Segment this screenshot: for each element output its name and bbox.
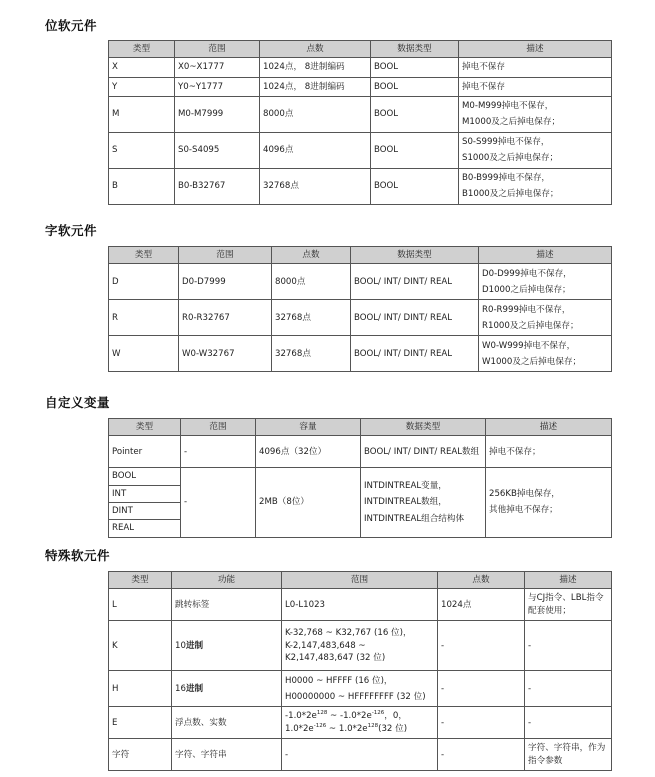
- cell-count: -: [438, 621, 525, 671]
- bit-device-table: [108, 40, 612, 205]
- desc-line: B1000及之后掉电保存；: [462, 189, 559, 200]
- custom-section-title: 自定义变量: [45, 395, 111, 410]
- cell-range: [282, 621, 438, 671]
- table-row: [109, 336, 612, 372]
- cell-count: -: [438, 739, 525, 771]
- cell-desc: [459, 168, 612, 204]
- cell-func: [172, 621, 282, 671]
- header-dtype: 数据类型: [361, 419, 486, 436]
- exponent: -126: [313, 722, 327, 729]
- cell-range: Y0~Y1777: [175, 77, 260, 96]
- table-row: [109, 621, 612, 671]
- word-device-table: [108, 246, 612, 372]
- cell-range: -: [181, 468, 256, 537]
- desc-line: D1000之后掉电保存；: [482, 284, 571, 295]
- cell-func: 浮点数、实数: [172, 707, 282, 739]
- cell-range: -: [181, 436, 256, 468]
- cell-count: 1024点， 8进制编码: [260, 77, 371, 96]
- header-range: 范围: [282, 572, 438, 589]
- header-count: 点数: [272, 247, 351, 264]
- table-header-row: [109, 247, 612, 264]
- header-dtype: 数据类型: [371, 41, 459, 58]
- range-part: ，0，1.0*2e: [285, 711, 407, 734]
- cell-capacity: 4096点（32位）: [256, 436, 361, 468]
- desc-line: R1000及之后掉电保存；: [482, 320, 579, 331]
- cell-dtype: BOOL/ INT/ DINT/ REAL: [351, 336, 479, 372]
- table-row: [109, 468, 612, 485]
- cell-dtype: BOOL/ INT/ DINT/ REAL: [351, 264, 479, 300]
- range-line: K-2,147,483,648 ~ K2,147,483,647 (32 位): [285, 640, 386, 664]
- desc-line: W0-W999掉电不保存，: [482, 340, 576, 351]
- dtype-line: INTDINTREAL变量，: [364, 480, 447, 491]
- special-section-title: 特殊软元件: [45, 548, 111, 563]
- cell-type: DINT: [109, 502, 181, 519]
- cell-func: 字符、字符串: [172, 739, 282, 771]
- table-header-row: [109, 41, 612, 58]
- table-row: [109, 96, 612, 132]
- cell-type: REAL: [109, 520, 181, 537]
- cell-dtype: BOOL/ INT/ DINT/ REAL数组: [361, 436, 486, 468]
- cell-desc: [486, 468, 612, 537]
- desc-line: D0-D999掉电不保存，: [482, 268, 572, 279]
- cell-desc: 字符、字符串，作为指令参数: [525, 739, 612, 771]
- header-desc: 描述: [486, 419, 612, 436]
- cell-type: Pointer: [109, 436, 181, 468]
- table-row: [109, 436, 612, 468]
- cell-count: 8000点: [272, 264, 351, 300]
- header-count: 点数: [438, 572, 525, 589]
- cell-func: 跳转标签: [172, 589, 282, 621]
- cell-count: 32768点: [272, 300, 351, 336]
- cell-count: 1024点， 8进制编码: [260, 58, 371, 77]
- cell-desc: [459, 96, 612, 132]
- table-header-row: [109, 572, 612, 589]
- range-line: H00000000 ~ HFFFFFFFF (32 位): [285, 691, 426, 702]
- table-row: [109, 58, 612, 77]
- cell-desc: 掉电不保存: [459, 58, 612, 77]
- cell-count: 1024点: [438, 589, 525, 621]
- cell-desc: 掉电不保存: [459, 77, 612, 96]
- cell-dtype: BOOL: [371, 132, 459, 168]
- cell-type: M: [109, 96, 175, 132]
- cell-type: L: [109, 589, 172, 621]
- table-row: [109, 300, 612, 336]
- header-desc: 描述: [479, 247, 612, 264]
- cell-desc: [459, 132, 612, 168]
- cell-desc: -: [525, 707, 612, 739]
- cell-count: 4096点: [260, 132, 371, 168]
- cell-dtype: BOOL: [371, 96, 459, 132]
- cell-dtype: BOOL: [371, 58, 459, 77]
- func-number: 10: [175, 640, 186, 651]
- cell-dtype: BOOL: [371, 168, 459, 204]
- cell-desc: -: [525, 671, 612, 707]
- table-row: [109, 264, 612, 300]
- cell-desc: 掉电不保存；: [486, 436, 612, 468]
- cell-type: K: [109, 621, 172, 671]
- cell-range: D0-D7999: [179, 264, 272, 300]
- cell-type: W: [109, 336, 179, 372]
- cell-range: [282, 671, 438, 707]
- cell-range: R0-R32767: [179, 300, 272, 336]
- dtype-line: INTDINTREAL数组，: [364, 497, 447, 508]
- cell-desc: [479, 264, 612, 300]
- range-part: -1.0*2e: [285, 711, 317, 722]
- func-text: 进制: [185, 683, 204, 694]
- header-range: 范围: [179, 247, 272, 264]
- table-row: [109, 739, 612, 771]
- cell-desc: [479, 336, 612, 372]
- special-device-table: [108, 571, 612, 771]
- cell-type: BOOL: [109, 468, 181, 485]
- header-type: 类型: [109, 572, 172, 589]
- header-range: 范围: [181, 419, 256, 436]
- cell-type: B: [109, 168, 175, 204]
- table-row: [109, 589, 612, 621]
- cell-type: R: [109, 300, 179, 336]
- cell-desc: -: [525, 621, 612, 671]
- exponent: -126: [371, 710, 385, 717]
- desc-line: S1000及之后掉电保存；: [462, 153, 559, 164]
- cell-dtype: BOOL/ INT/ DINT/ REAL: [351, 300, 479, 336]
- range-part: ~ 1.0*2e: [326, 723, 368, 734]
- desc-line: R0-R999掉电不保存，: [482, 304, 571, 315]
- header-type: 类型: [109, 41, 175, 58]
- header-desc: 描述: [459, 41, 612, 58]
- range-line: K-32,768 ~ K32,767 (16 位)，: [285, 628, 412, 639]
- cell-range: X0~X1777: [175, 58, 260, 77]
- cell-range: -: [282, 739, 438, 771]
- table-row: [109, 132, 612, 168]
- table-row: [109, 77, 612, 96]
- table-header-row: [109, 419, 612, 436]
- cell-type: H: [109, 671, 172, 707]
- header-desc: 描述: [525, 572, 612, 589]
- range-line: H0000 ~ HFFFF (16 位)，: [285, 675, 393, 686]
- header-range: 范围: [175, 41, 260, 58]
- cell-type: D: [109, 264, 179, 300]
- desc-line: 256KB掉电保存，: [489, 489, 560, 500]
- range-part: ~ -1.0*2e: [327, 711, 372, 722]
- cell-dtype: [361, 468, 486, 537]
- header-func: 功能: [172, 572, 282, 589]
- cell-range: L0-L1023: [282, 589, 438, 621]
- cell-type: Y: [109, 77, 175, 96]
- table-row: [109, 671, 612, 707]
- exponent: 128: [316, 710, 328, 717]
- desc-line: 其他掉电不保存；: [489, 505, 558, 516]
- cell-capacity: 2MB（8位）: [256, 468, 361, 537]
- header-dtype: 数据类型: [351, 247, 479, 264]
- cell-dtype: BOOL: [371, 77, 459, 96]
- func-number: 16: [175, 683, 186, 694]
- desc-line: B0-B999掉电不保存，: [462, 173, 551, 184]
- cell-count: 8000点: [260, 96, 371, 132]
- cell-count: -: [438, 707, 525, 739]
- cell-count: 32768点: [260, 168, 371, 204]
- desc-line: M1000及之后掉电保存；: [462, 117, 561, 128]
- header-capacity: 容量: [256, 419, 361, 436]
- func-text: 进制: [185, 640, 204, 651]
- cell-type: 字符: [109, 739, 172, 771]
- cell-type: X: [109, 58, 175, 77]
- cell-count: 32768点: [272, 336, 351, 372]
- cell-range: M0-M7999: [175, 96, 260, 132]
- cell-desc: [479, 300, 612, 336]
- cell-range: W0-W32767: [179, 336, 272, 372]
- cell-range: S0-S4095: [175, 132, 260, 168]
- desc-line: S0-S999掉电不保存，: [462, 137, 550, 148]
- cell-range: B0-B32767: [175, 168, 260, 204]
- desc-line: W1000及之后掉电保存；: [482, 356, 582, 367]
- table-row: [109, 707, 612, 739]
- exponent: 128: [367, 722, 379, 729]
- bit-section-title: 位软元件: [45, 18, 98, 33]
- cell-type: INT: [109, 485, 181, 502]
- cell-count: -: [438, 671, 525, 707]
- cell-desc: 与CJ指令、LBL指令配套使用；: [525, 589, 612, 621]
- cell-range: [282, 707, 438, 739]
- custom-variable-table: [108, 418, 612, 538]
- header-type: 类型: [109, 247, 179, 264]
- cell-func: [172, 671, 282, 707]
- header-type: 类型: [109, 419, 181, 436]
- header-count: 点数: [260, 41, 371, 58]
- cell-type: E: [109, 707, 172, 739]
- desc-line: M0-M999掉电不保存，: [462, 101, 554, 112]
- dtype-line: INTDINTREAL组合结构体: [364, 513, 465, 524]
- range-part: (32 位): [378, 723, 408, 734]
- cell-type: S: [109, 132, 175, 168]
- word-section-title: 字软元件: [45, 223, 98, 238]
- table-row: [109, 168, 612, 204]
